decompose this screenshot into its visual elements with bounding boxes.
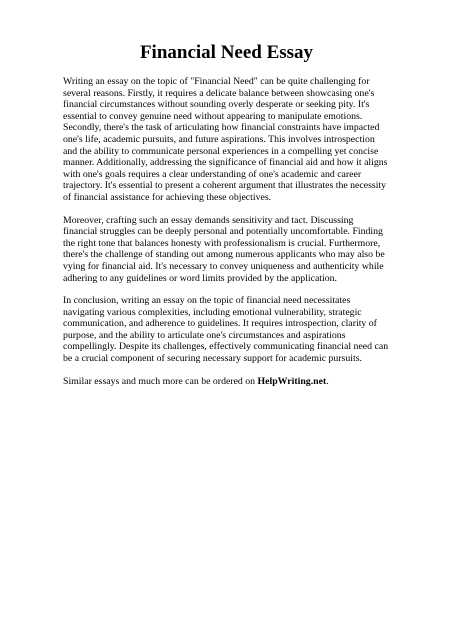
footer-brand-link[interactable]: HelpWriting.net bbox=[257, 375, 327, 387]
paragraph-2: Moreover, crafting such an essay demands sensitivity and tact. Discussing financial struggles can be deeply personal and potentially uncomfortable. Finding the right tone that balances honesty with professionalism is crucial. Furthermore, there's the challenge of standing out among numerous applicants who may also be vying for financial aid. It's necessary to convey uniqueness and authenticity while adhering to any guidelines or word limits provided by the application. bbox=[63, 214, 385, 284]
footer-suffix: . bbox=[326, 375, 329, 387]
paragraph-1: Writing an essay on the topic of "Financial Need" can be quite challenging for several reasons. Firstly, it requires a delicate balance between showcasing one's financial circumstances without sounding overly desperate or seeking pity. It's essential to convey genuine need without appearing to manipulate emotions. Secondly, there's the task of articulating how financial constraints have impacted one's life, academic pursuits, and future aspirations. This involves introspection and the ability to communicate personal experiences in a compelling yet concise manner. Additionally, addressing the significance of financial aid and how it aligns with one's goals requires a clear understanding of one's academic and career trajectory. It's essential to present a coherent argument that illustrates the necessity of financial assistance for achieving these objectives. bbox=[63, 76, 388, 203]
paragraph-3: In conclusion, writing an essay on the topic of financial need necessitates navigating various complexities, including emotional vulnerability, strategic communication, and adherence to guidelines. It requires introspection, clarity of purpose, and the ability to articulate one's circumstances and aspirations compellingly. Despite its challenges, effectively communicating financial need can be a crucial component of securing necessary support for academic pursuits. bbox=[63, 295, 389, 365]
footer-line bbox=[63, 376, 390, 388]
footer-prefix: Similar essays and much more can be ordered on bbox=[63, 375, 258, 387]
document-title: Financial Need Essay bbox=[139, 42, 314, 63]
